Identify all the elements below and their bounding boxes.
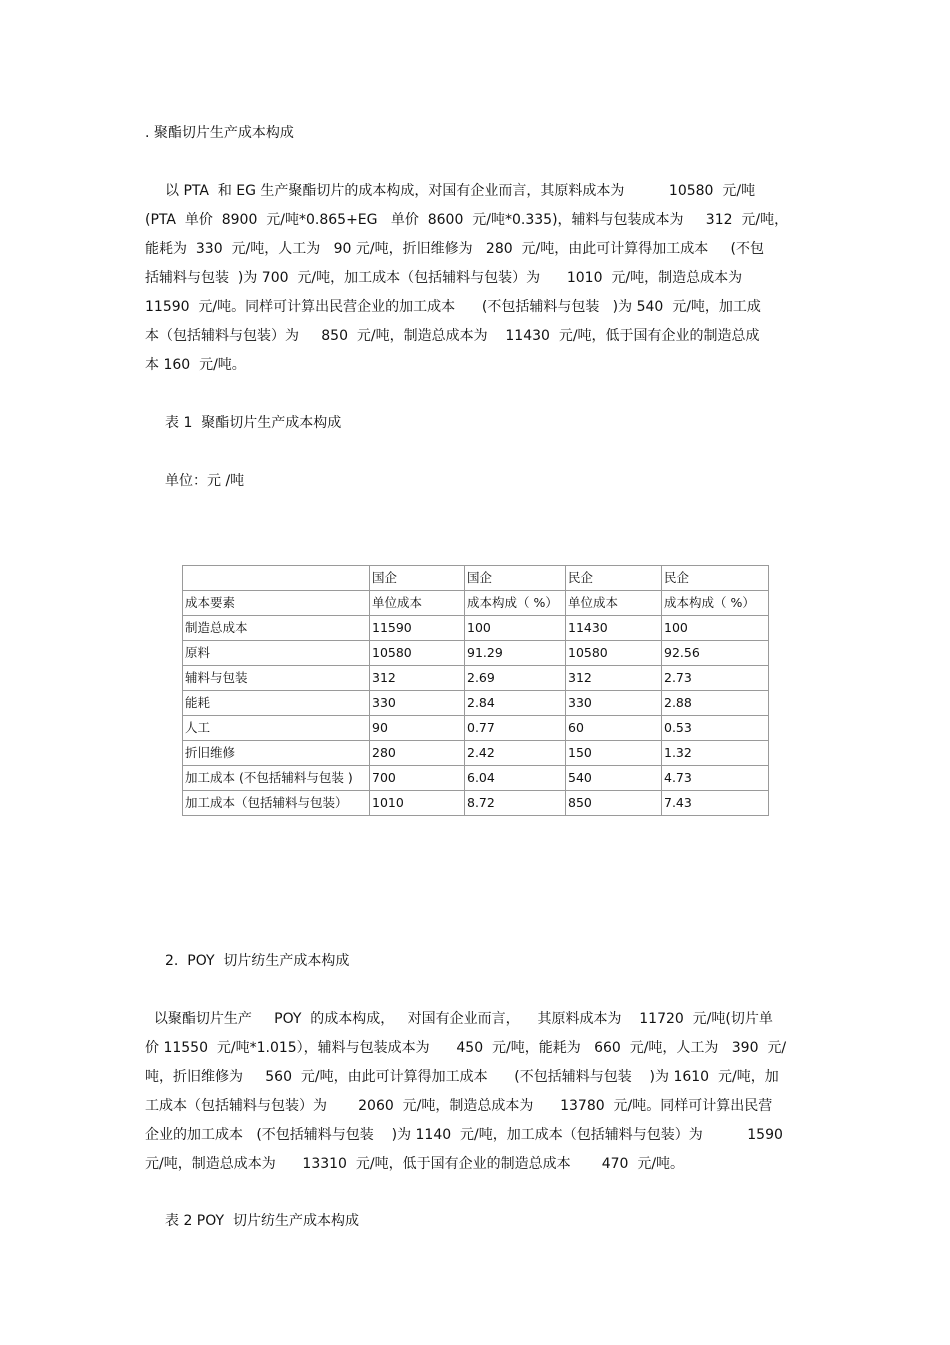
table-cell: 能耗 [183,691,370,716]
table-cell: 成本构成（ %） [465,591,566,616]
table-cell: 11590 [370,616,465,641]
paragraph-line: 括辅料与包装 )为 700 元/吨，加工成本（包括辅料与包装）为 1010 元/吨，制造总成本为 [145,270,743,286]
table-cell: 11430 [566,616,662,641]
table-cell: 国企 [465,566,566,591]
table-cell: 加工成本（包括辅料与包装） [183,791,370,816]
table-cell: 人工 [183,716,370,741]
table-cell: 312 [370,666,465,691]
table-cell: 700 [370,766,465,791]
table-row [183,766,769,791]
table-row [183,616,769,641]
table1-unit: 单位：元 /吨 [165,473,245,489]
table-cell: 0.77 [465,716,566,741]
paragraph-line: 企业的加工成本 (不包括辅料与包装 )为 1140 元/吨，加工成本（包括辅料与包装）为 1590 [145,1127,783,1143]
table-cell: 10580 [566,641,662,666]
table-cell: 7.43 [662,791,769,816]
table-cell: 330 [566,691,662,716]
paragraph-line: 工成本（包括辅料与包装）为 2060 元/吨，制造总成本为 13780 元/吨。同样可计算出民营 [145,1098,773,1114]
cost-table [182,565,769,816]
table-cell: 2.84 [465,691,566,716]
table-cell: 150 [566,741,662,766]
table-cell: 280 [370,741,465,766]
table-cell: 民企 [566,566,662,591]
table-cell: 6.04 [465,766,566,791]
table-cell: 91.29 [465,641,566,666]
table1-caption: 表 1 聚酯切片生产成本构成 [165,415,342,431]
table2-caption: 表 2 POY 切片纺生产成本构成 [165,1213,359,1229]
table-header-row [183,591,769,616]
table-header-row [183,566,769,591]
table-cell: 330 [370,691,465,716]
table-cell: 2.42 [465,741,566,766]
table-cell: 850 [566,791,662,816]
table-row [183,666,769,691]
paragraph-line: 11590 元/吨。同样可计算出民营企业的加工成本 (不包括辅料与包装 )为 540 元/吨，加工成 [145,299,761,315]
table-cell: 2.73 [662,666,769,691]
table-cell: 民企 [662,566,769,591]
table-cell [183,566,370,591]
table-cell: 国企 [370,566,465,591]
table-row [183,641,769,666]
table-cell: 8.72 [465,791,566,816]
paragraph-line: 本 160 元/吨。 [145,357,246,373]
table-cell: 1.32 [662,741,769,766]
table-cell: 原料 [183,641,370,666]
table-cell: 100 [662,616,769,641]
paragraph-line: 本（包括辅料与包装）为 850 元/吨，制造总成本为 11430 元/吨，低于国有企业的制造总成 [145,328,760,344]
table-cell: 加工成本 (不包括辅料与包装 ) [183,766,370,791]
table-cell: 60 [566,716,662,741]
table-cell: 312 [566,666,662,691]
table-cell: 1010 [370,791,465,816]
table-cell: 90 [370,716,465,741]
paragraph-line: 价 11550 元/吨*1.015），辅料与包装成本为 450 元/吨，能耗为 660 元/吨，人工为 390 元/ [145,1040,787,1056]
table-cell: 540 [566,766,662,791]
table-row [183,691,769,716]
paragraph-line: (PTA 单价 8900 元/吨*0.865+EG 单价 8600 元/吨*0.335)，辅料与包装成本为 312 元/吨， [145,212,789,228]
paragraph-line: 能耗为 330 元/吨，人工为 90 元/吨，折旧维修为 280 元/吨，由此可计算得加工成本 (不包 [145,241,764,257]
table-cell: 单位成本 [370,591,465,616]
table-cell: 单位成本 [566,591,662,616]
table-cell: 10580 [370,641,465,666]
table-cell: 100 [465,616,566,641]
table-cell: 4.73 [662,766,769,791]
table-cell: 92.56 [662,641,769,666]
paragraph-line: 以 PTA 和 EG 生产聚酯切片的成本构成，对国有企业而言，其原料成本为 10580 元/吨 [165,183,756,199]
table-cell: 辅料与包装 [183,666,370,691]
table-cell: 0.53 [662,716,769,741]
paragraph-line: 以聚酯切片生产 POY 的成本构成， 对国有企业而言， 其原料成本为 11720 元/吨(切片单 [145,1011,773,1027]
paragraph-line: 元/吨，制造总成本为 13310 元/吨，低于国有企业的制造总成本 470 元/吨。 [145,1156,685,1172]
section1-heading: . 聚酯切片生产成本构成 [145,125,294,141]
table-cell: 成本要素 [183,591,370,616]
table-row [183,741,769,766]
table-cell: 2.88 [662,691,769,716]
section2-heading: 2. POY 切片纺生产成本构成 [165,953,350,969]
table-cell: 折旧维修 [183,741,370,766]
paragraph-line: 吨，折旧维修为 560 元/吨，由此可计算得加工成本 (不包括辅料与包装 )为 1610 元/吨，加 [145,1069,779,1085]
table-cell: 成本构成（ %） [662,591,769,616]
table-row [183,716,769,741]
table-row [183,791,769,816]
table-cell: 制造总成本 [183,616,370,641]
table-cell: 2.69 [465,666,566,691]
